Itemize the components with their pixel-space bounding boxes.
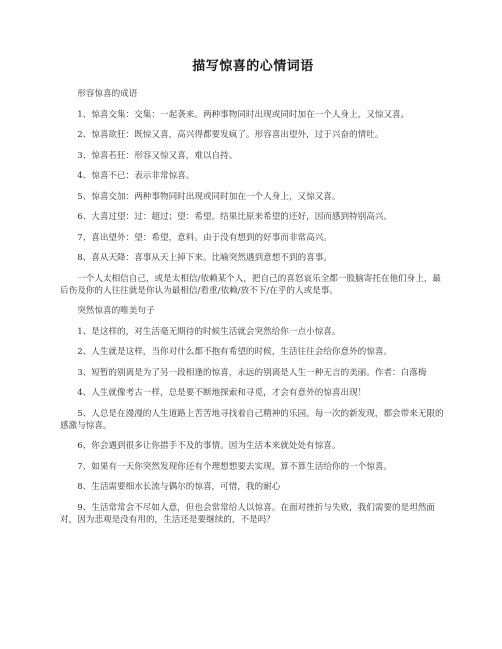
- list-item: 8、生活需要细水长流与偶尔的惊喜，可惜，我的耐心: [77, 482, 281, 492]
- list-item: 7、如果有一天你突然发现你还有个理想想要去实现，算不算生活给你的一个惊喜。: [77, 461, 393, 472]
- body-paragraph: 一个人太相信自己，或是太相信/依赖某个人，把自己的喜怒哀乐全都一股脑寄托在他们身上，最后伤及你的人往往就是你认为最相信/看重/依赖/放不下/在乎的人或是事。: [60, 273, 442, 296]
- section-heading-sentences: 突然惊喜的唯美句子: [77, 306, 155, 316]
- list-item: 1、是这样的，对生活毫无期待的时候生活就会突然给你一点小惊喜。: [77, 326, 341, 337]
- list-item: 7、喜出望外：望：希望，意料。由于没有想到的好事而非常高兴。: [77, 232, 332, 243]
- list-item: 4、惊喜不已：表示非常惊喜。: [77, 171, 195, 181]
- list-item: 6、你会遇到很多让你措手不及的事情。因为生活本来就处处有惊喜。: [77, 441, 341, 451]
- document-body: [60, 88, 446, 526]
- list-item: 9、生活常常会不尽如人意，但也会常常给人以惊喜。在面对挫折与失败，我们需要的是坦然面对，因为悲观是没有用的，生活还是要继续的，不是吗？: [60, 502, 436, 525]
- list-item: 2、人生就是这样，当你对什么都不抱有希望的时候，生活往往会给你意外的惊喜。: [77, 347, 393, 357]
- list-item: 3、短暂的别离是为了另一段相逢的惊喜，永远的别离是人生一种无言的美丽。作者：白落梅: [77, 367, 427, 378]
- list-item: 1、惊喜交集：交集：一起袭来。两种事物同时出现或同时加在一个人身上，又惊又喜。: [77, 109, 410, 120]
- list-item: 3、惊喜若狂：形容又惊又喜，难以自持。: [77, 150, 238, 161]
- list-item: 8、喜从天降：喜事从天上掉下来。比喻突然遇到意想不到的喜事。: [77, 253, 332, 263]
- list-item: 5、人总是在漫漫的人生道路上苦苦地寻找着自己精神的乐园。每一次的新发现，都会带来无限的感激与惊喜。: [60, 408, 444, 431]
- section-heading-idioms: 形容惊喜的成语: [77, 89, 138, 99]
- list-item: 6、大喜过望：过：超过；望：希望。结果比原来希望的还好，因而感到特别高兴。: [77, 212, 393, 222]
- list-item: 4、人生就像考古一样，总是要不断地探索和寻觅，才会有意外的惊喜出现！: [77, 388, 367, 398]
- document-title: 描写惊喜的心情词语: [192, 59, 314, 74]
- list-item: 5、惊喜交加：两种事物同时出现或同时加在一个人身上，又惊又喜。: [77, 191, 341, 202]
- list-item: 2、惊喜欲狂：既惊又喜，高兴得都要发疯了。形容喜出望外，过于兴奋的情吐。: [77, 130, 384, 140]
